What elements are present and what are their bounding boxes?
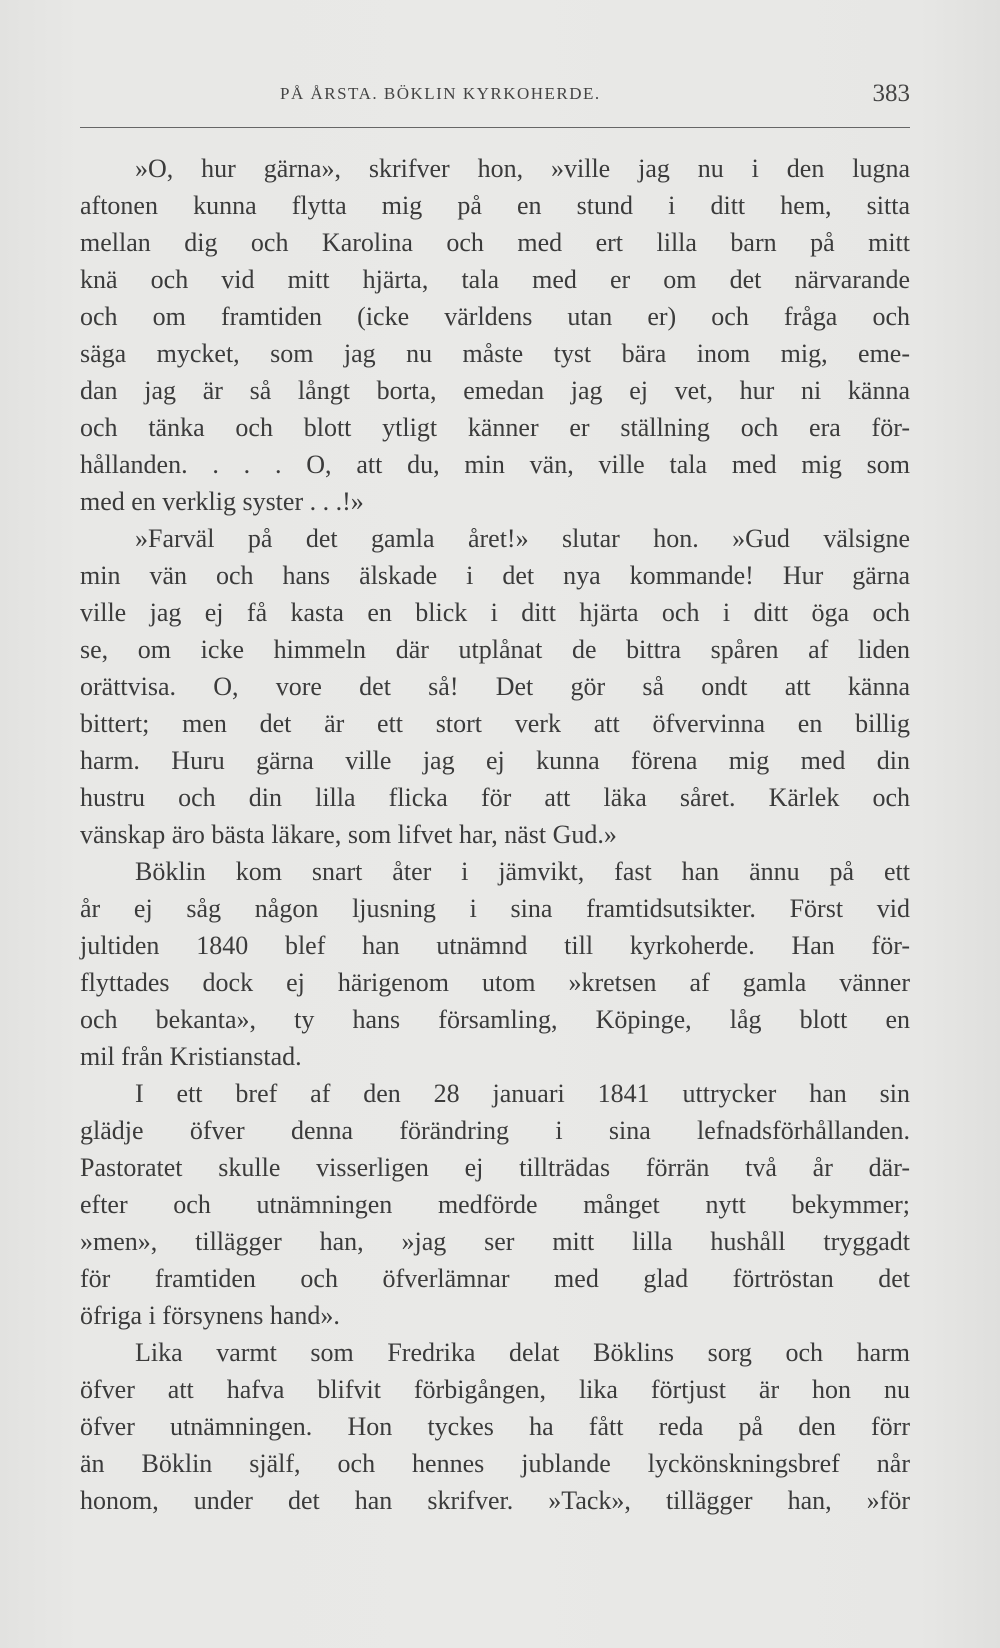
text-line: jultiden 1840 blef han utnämnd till kyrkoherde. Han för- <box>80 931 910 960</box>
text-line: Lika varmt som Fredrika delat Böklins sorg och harm <box>135 1338 910 1367</box>
header-rule <box>80 127 910 128</box>
text-line: »Farväl på det gamla året!» slutar hon. »Gud välsigne <box>135 524 910 553</box>
text-line: glädje öfver denna förändring i sina lefnadsförhållanden. <box>80 1116 910 1145</box>
text-line: dan jag är så långt borta, emedan jag ej vet, hur ni känna <box>80 376 910 405</box>
text-line: år ej såg någon ljusning i sina framtidsutsikter. Först vid <box>80 894 910 923</box>
text-line: och bekanta», ty hans församling, Köpinge, låg blott en <box>80 1005 910 1034</box>
text-line: min vän och hans älskade i det nya kommande! Hur gärna <box>80 561 910 590</box>
text-line: harm. Huru gärna ville jag ej kunna förena mig med din <box>80 746 910 775</box>
text-line: knä och vid mitt hjärta, tala med er om det närvarande <box>80 265 910 294</box>
text-line: flyttades dock ej härigenom utom »kretsen af gamla vänner <box>80 968 910 997</box>
text-line: och tänka och blott ytligt känner er ställning och era för- <box>80 413 910 442</box>
text-line: säga mycket, som jag nu måste tyst bära inom mig, eme- <box>80 339 910 368</box>
text-line: och om framtiden (icke världens utan er) och fråga och <box>80 302 910 331</box>
text-line: hållanden. . . . O, att du, min vän, ville tala med mig som <box>80 450 910 479</box>
body-text <box>80 150 910 1519</box>
text-line: »men», tillägger han, »jag ser mitt lilla hushåll tryggadt <box>80 1227 910 1256</box>
text-line: efter och utnämningen medförde månget nytt bekymmer; <box>80 1190 910 1219</box>
text-line: mil från Kristianstad. <box>80 1042 302 1071</box>
text-line: mellan dig och Karolina och med ert lilla barn på mitt <box>80 228 910 257</box>
text-line: öfver utnämningen. Hon tyckes ha fått reda på den förr <box>80 1412 910 1441</box>
text-line: hustru och din lilla flicka för att läka såret. Kärlek och <box>80 783 910 812</box>
running-header <box>80 80 910 120</box>
text-line: honom, under det han skrifver. »Tack», tillägger han, »för <box>80 1486 910 1515</box>
text-line: Böklin kom snart åter i jämvikt, fast han ännu på ett <box>135 857 910 886</box>
text-line: än Böklin själf, och hennes jublande lyckönskningsbref når <box>80 1449 910 1478</box>
text-line: ville jag ej få kasta en blick i ditt hjärta och i ditt öga och <box>80 598 910 627</box>
running-title: PÅ ÅRSTA. BÖKLIN KYRKOHERDE. <box>280 84 601 103</box>
text-line: med en verklig syster . . .!» <box>80 487 364 516</box>
text-line: se, om icke himmeln där utplånat de bittra spåren af liden <box>80 635 910 664</box>
text-line: för framtiden och öfverlämnar med glad förtröstan det <box>80 1264 910 1293</box>
text-line: öfver att hafva blifvit förbigången, lika förtjust är hon nu <box>80 1375 910 1404</box>
text-line: I ett bref af den 28 januari 1841 uttrycker han sin <box>135 1079 910 1108</box>
text-line: aftonen kunna flytta mig på en stund i ditt hem, sitta <box>80 191 910 220</box>
text-line: vänskap äro bästa läkare, som lifvet har, näst Gud.» <box>80 820 617 849</box>
text-line: »O, hur gärna», skrifver hon, »ville jag nu i den lugna <box>135 154 910 183</box>
text-line: öfriga i försynens hand». <box>80 1301 340 1330</box>
page-number: 383 <box>872 80 910 107</box>
text-line: Pastoratet skulle visserligen ej tillträdas förrän två år där- <box>80 1153 910 1182</box>
text-line: orättvisa. O, vore det så! Det gör så ondt att känna <box>80 672 910 701</box>
text-line: bittert; men det är ett stort verk att öfvervinna en billig <box>80 709 910 738</box>
